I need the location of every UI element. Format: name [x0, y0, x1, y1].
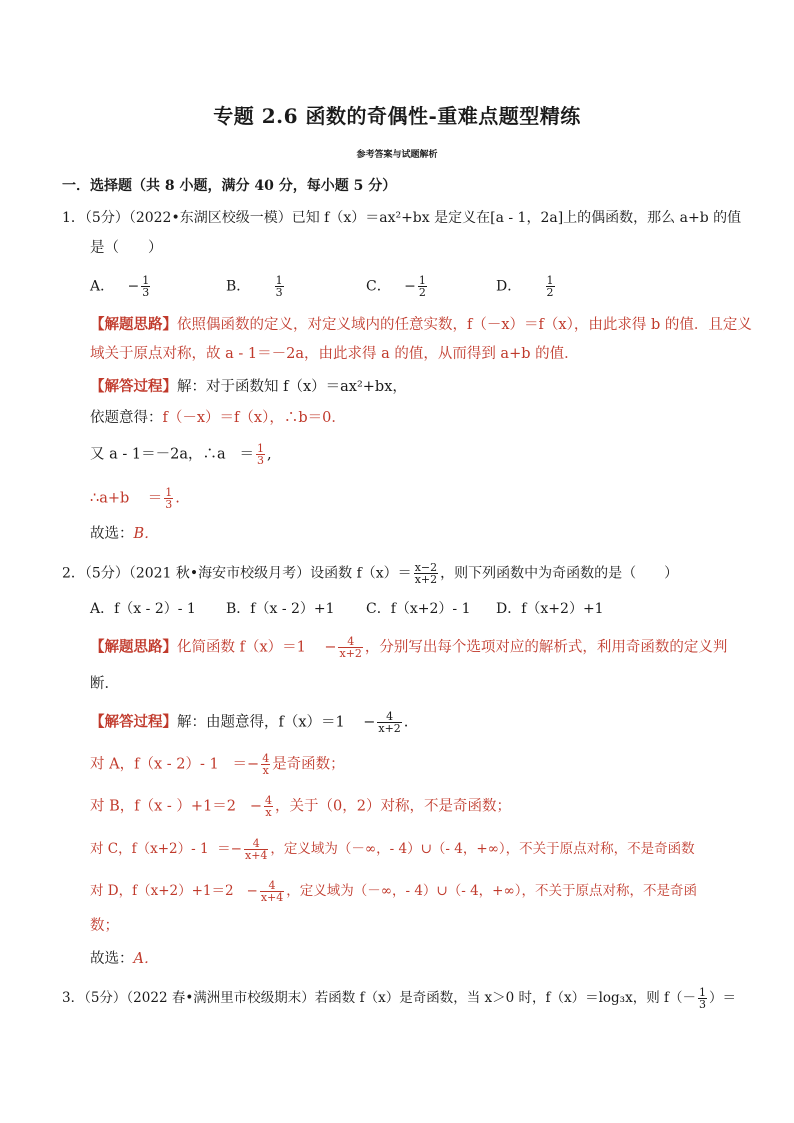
q2-idea-line1: 【解题思路】化简函数 f（x）＝1 − $\frac{4}{x+2}$ ，分别写出每个选项对应的解析式，利用奇函数的定义判: [90, 635, 728, 660]
process-text: 对 B，f（x - ）+1＝2: [90, 798, 237, 815]
q1-option-c: [366, 275, 429, 298]
q1-answer: [90, 524, 159, 544]
page-title: 专题 2.6 函数的奇偶性-重难点题型精练: [213, 104, 581, 128]
q1-process-line3: 又 a - 1＝－2a，∴a ＝ $\frac{1}{3}$ ,: [90, 442, 272, 467]
process-fraction: [264, 795, 273, 818]
q1-process-line4: ∴a+b ＝ $\frac{1}{3}$ .: [90, 486, 180, 511]
q1-process-line2: [90, 408, 346, 428]
process-text: 解：由题意得，f（x）＝1: [177, 714, 345, 731]
option-label: A．: [90, 278, 115, 295]
frac-den: 3: [699, 998, 706, 1011]
page-subtitle: 参考答案与试题解析: [356, 150, 438, 160]
process-fraction: [164, 487, 173, 510]
frac-num: 4: [262, 752, 270, 765]
process-text: 对 D，f（x+2）+1＝2: [90, 883, 234, 899]
frac-den: x+2: [339, 647, 362, 660]
frac-den: x+4: [260, 891, 284, 904]
frac-num: 1: [165, 486, 173, 499]
process-fraction: [244, 838, 268, 861]
question-2-stem: [62, 562, 678, 585]
q1-option-b: [226, 275, 286, 298]
idea-fraction: [338, 636, 362, 659]
stem-text: ）＝: [709, 990, 736, 1006]
process-math: f（－x）＝f（x），∴b＝0．: [162, 410, 346, 426]
frac-den: 3: [165, 498, 173, 511]
process-text: ∴a+b: [90, 490, 130, 507]
answer-label: 故选：: [90, 951, 134, 967]
process-text: 解：对于函数知 f（x）＝ax²+bx，: [177, 379, 407, 395]
frac-num: 4: [265, 794, 273, 807]
frac-den: x: [262, 764, 269, 777]
stem-fraction: [414, 562, 438, 585]
question-3-stem: [62, 987, 736, 1010]
q2-answer: [90, 949, 158, 969]
frac-num: 1: [142, 274, 150, 287]
process-fraction: [377, 711, 401, 734]
q2-process-b: 对 B，f（x - ）+1＝2 − $\frac{4}{x}$ ，关于（0，2）对称，不是奇函数；: [90, 794, 511, 819]
frac-num: 4: [377, 711, 401, 723]
q2-option-a: A．f（x - 2）- 1: [90, 601, 196, 617]
q2-process-a: 对 A，f（x - 2）- 1 ＝− $\frac{4}{x}$ 是奇函数；: [90, 752, 345, 777]
frac-den: x+2: [378, 722, 401, 735]
q2-process-d: 对 D，f（x+2）+1＝2 − $\frac{4}{x+4}$ ，定义域为（－∞，- 4）∪（- 4，+∞），不关于原点对称，不是奇函: [90, 879, 697, 904]
frac-num: 1: [546, 274, 554, 287]
stem-fraction: [698, 987, 707, 1010]
frac-den: 2: [418, 286, 426, 299]
process-tag: 【解答过程】: [90, 713, 177, 731]
frac-den: x: [265, 806, 272, 819]
process-equals: ＝: [147, 490, 163, 507]
frac-den: 3: [256, 454, 264, 467]
process-text: 是奇函数；: [272, 756, 345, 773]
option-label: B．: [226, 278, 251, 295]
option-fraction: [275, 275, 284, 298]
process-text: ，定义域为（－∞，- 4）∪（- 4，+∞），不关于原点对称，不是奇函数: [270, 841, 695, 857]
answer-value: A．: [133, 951, 159, 967]
process-text: 又 a - 1＝－2a，∴a: [90, 446, 226, 463]
idea-tag: 【解题思路】: [90, 316, 177, 333]
q2-option-b: B．f（x - 2）+1: [226, 601, 335, 617]
frac-num: 4: [260, 880, 284, 892]
q1-idea-line2: 域关于原点对称，故 a - 1＝－2a，由此求得 a 的值，从而得到 a+b 的值．: [90, 346, 579, 362]
process-tag: 【解答过程】: [90, 378, 177, 395]
frac-num: 1: [699, 986, 706, 999]
process-equals: ＝: [239, 446, 254, 463]
option-sign: −: [127, 278, 140, 295]
q2-option-d: D．f（x+2）+1: [496, 601, 604, 617]
idea-tag: 【解题思路】: [90, 638, 177, 656]
process-text: ，关于（0，2）对称，不是奇函数；: [275, 798, 511, 815]
q2-idea-line2: 断．: [90, 676, 119, 692]
q2-process-d-cont: 数；: [90, 918, 119, 934]
process-fraction: [256, 443, 265, 466]
q1-option-d: [496, 275, 557, 298]
option-sign: −: [404, 278, 416, 295]
stem-text: 3．（5分）（2022 春•满洲里市校级期末）若函数 f（x）是奇函数，当 x＞0 时，f（x）＝log₃x，则 f（－: [62, 990, 696, 1006]
frac-num: x−2: [414, 561, 438, 574]
process-text: ，定义域为（－∞，- 4）∪（- 4，+∞），不关于原点对称，不是奇函: [286, 883, 697, 899]
process-text: 依题意得：: [90, 410, 163, 426]
option-label: C．: [366, 278, 391, 295]
q2-process-line1: 【解答过程】解：由题意得，f（x）＝1 − $\frac{4}{x+2}$ .: [90, 710, 409, 735]
frac-num: 1: [418, 274, 426, 287]
process-text: 对 C，f（x+2）- 1: [90, 841, 209, 857]
question-1-stem: 1．（5分）（2022•东湖区校级一模）已知 f（x）＝ax²+bx 是定义在[a - 1，2a]上的偶函数，那么 a+b 的值: [62, 210, 742, 226]
q2-option-c: C．f（x+2）- 1: [366, 601, 471, 617]
frac-num: 4: [244, 838, 268, 850]
option-label: D．: [496, 278, 522, 295]
idea-text: 依照偶函数的定义，对定义域内的任意实数，f（－x）＝f（x），由此求得 b 的值．且定义: [177, 317, 752, 333]
frac-num: 1: [275, 274, 283, 287]
frac-den: 3: [275, 286, 283, 299]
frac-den: 2: [546, 286, 554, 299]
frac-den: x+4: [244, 849, 268, 862]
idea-text: 化简函数 f（x）＝1: [177, 639, 306, 656]
option-fraction: [141, 275, 150, 298]
stem-text: ，则下列函数中为奇函数的是（ ）: [440, 565, 679, 582]
process-fraction: [261, 753, 270, 776]
frac-num: 4: [338, 636, 362, 648]
option-fraction: [546, 275, 555, 298]
q2-process-c: 对 C，f（x+2）- 1 ＝− $\frac{4}{x+4}$ ，定义域为（－∞，- 4）∪（- 4，+∞），不关于原点对称，不是奇函数: [90, 837, 695, 862]
answer-label: 故选：: [90, 526, 134, 542]
stem-text: 2．（5分）（2021 秋•海安市校级月考）设函数 f（x）＝: [62, 565, 412, 582]
frac-den: x+2: [414, 573, 438, 586]
q1-idea-line1: [90, 315, 752, 335]
idea-text: ，分别写出每个选项对应的解析式，利用奇函数的定义判: [364, 639, 728, 656]
section-heading: 一．选择题（共 8 小题，满分 40 分，每小题 5 分）: [62, 178, 397, 194]
answer-value: B．: [133, 526, 159, 542]
frac-num: 1: [256, 442, 264, 455]
q1-process-line1: [90, 377, 407, 397]
frac-den: 3: [142, 286, 150, 299]
option-fraction: [418, 275, 427, 298]
process-fraction: [260, 880, 284, 903]
question-1-stem-cont: 是（ ）: [90, 240, 163, 256]
q1-option-a: [90, 275, 152, 298]
process-text: 对 A，f（x - 2）- 1: [90, 756, 219, 773]
